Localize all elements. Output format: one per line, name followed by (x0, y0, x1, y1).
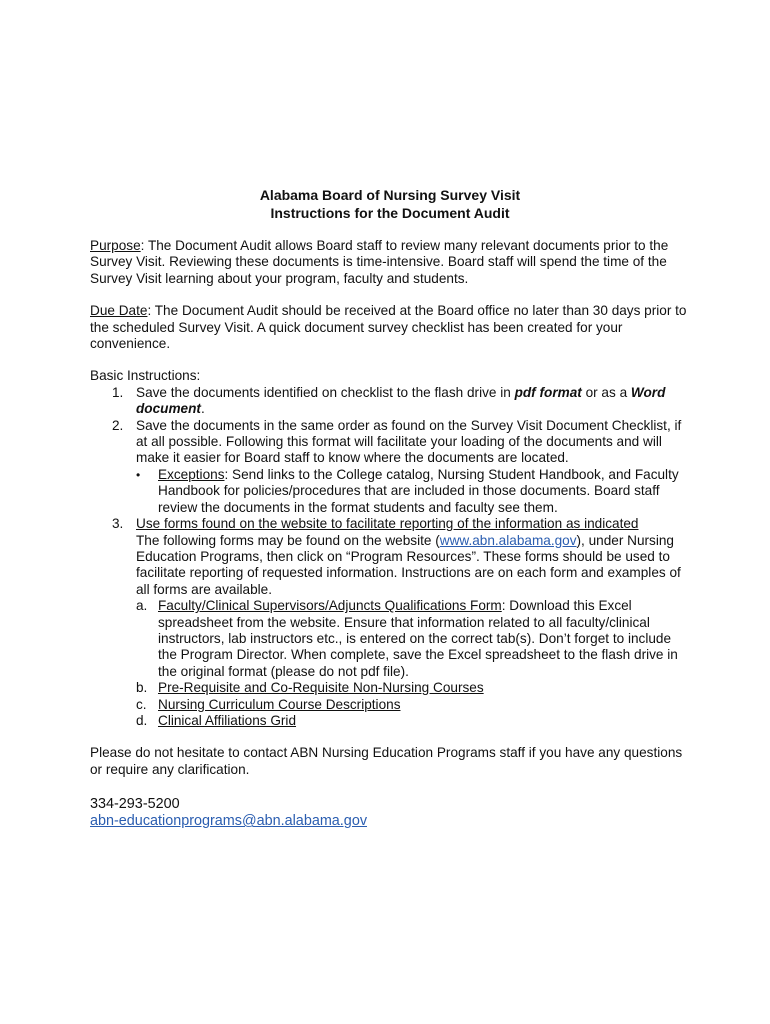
item3-text-a: The following forms may be found on the website ( (136, 532, 440, 548)
form-marker-a: a. (136, 598, 148, 614)
form-marker-b: b. (136, 680, 148, 696)
contact-block (90, 796, 690, 830)
title-line-2: Instructions for the Document Audit (270, 205, 510, 221)
instructions-heading: Basic Instructions: (90, 368, 201, 384)
due-date-paragraph (90, 303, 690, 352)
form-item-c (136, 697, 690, 713)
document-page (90, 186, 690, 830)
item1-text-c: . (200, 401, 205, 417)
instruction-marker-3: 3. (112, 516, 124, 532)
document-title (90, 186, 690, 222)
form-item-d (136, 713, 690, 729)
item3-text-b: ), under Nursing Education Programs, then click on “Program Resources”. These forms should be used to facilitate reporting of requested information. Instructions are on each form and examples of all forms are available. (136, 532, 681, 597)
form-label-a: Faculty/Clinical Supervisors/Adjuncts Qualifications Form (158, 598, 502, 614)
basic-instructions (90, 368, 690, 729)
item1-text-b: or as a (581, 384, 631, 400)
word-document-text: Word document (136, 384, 666, 417)
item1-text-a: Save the documents identified on checklist to the flash drive in (136, 384, 515, 400)
instruction-marker-2: 2. (112, 417, 124, 433)
instructions-list (90, 385, 690, 730)
form-marker-d: d. (136, 712, 148, 728)
contact-phone: 334-293-5200 (90, 796, 180, 813)
title-line-1: Alabama Board of Nursing Survey Visit (259, 187, 521, 203)
exceptions-text: : Send links to the College catalog, Nursing Student Handbook, and Faculty Handbook for policies/procedures that are included in those documents. Board staff review the documents in the format students and faculty see them. (158, 466, 679, 515)
form-label-c: Nursing Curriculum Course Descriptions (158, 696, 401, 712)
purpose-label: Purpose (90, 238, 141, 253)
instruction-item-2 (90, 418, 690, 516)
form-label-d: Clinical Affiliations Grid (158, 712, 297, 728)
contact-email-link[interactable]: abn-educationprograms@abn.alabama.gov (90, 813, 368, 830)
instruction-item-3 (90, 516, 690, 729)
website-link[interactable]: www.abn.alabama.gov (439, 532, 577, 548)
bullet-marker: • (136, 467, 141, 482)
forms-list (136, 598, 690, 729)
due-date-text: : The Document Audit should be received at the Board office no later than 30 days prior to the scheduled Survey Visit. A quick document survey checklist has been created for your convenience. (90, 303, 687, 352)
purpose-paragraph (90, 238, 690, 287)
form-text-a: : Download this Excel spreadsheet from the website. Ensure that information related to all faculty/clinical instructors, lab instructors etc., is entered on the correct tab(s). Don’t forget to include the Program Director. When complete, save the Excel spreadsheet to the flash drive in the original format (please do not pdf file). (158, 598, 678, 679)
exceptions-bullet (136, 467, 690, 516)
item3-heading: Use forms found on the website to facilitate reporting of the information as indicated (136, 516, 639, 532)
instruction-item-1 (90, 385, 690, 418)
due-date-label: Due Date (90, 303, 148, 319)
purpose-text: : The Document Audit allows Board staff to review many relevant documents prior to the Survey Visit. Reviewing these documents is time-intensive. Board staff will spend the time of the Survey Visit learning about your program, faculty and students. (90, 238, 669, 286)
form-item-b (136, 680, 690, 696)
form-marker-c: c. (136, 696, 147, 712)
closing-paragraph: Please do not hesitate to contact ABN Nursing Education Programs staff if you have any questions or require any clarification. (90, 745, 683, 777)
exceptions-label: Exceptions (158, 466, 225, 482)
pdf-format-text: pdf format (514, 384, 582, 400)
item2-text: Save the documents in the same order as found on the Survey Visit Document Checklist, if at all possible. Following this format will facilitate your loading of the documents and will make it easier for Board staff to know where the documents are located. (136, 417, 682, 466)
form-item-a (136, 598, 690, 680)
form-label-b: Pre-Requisite and Co-Requisite Non-Nursing Courses (158, 680, 484, 696)
instruction-marker-1: 1. (112, 384, 124, 400)
